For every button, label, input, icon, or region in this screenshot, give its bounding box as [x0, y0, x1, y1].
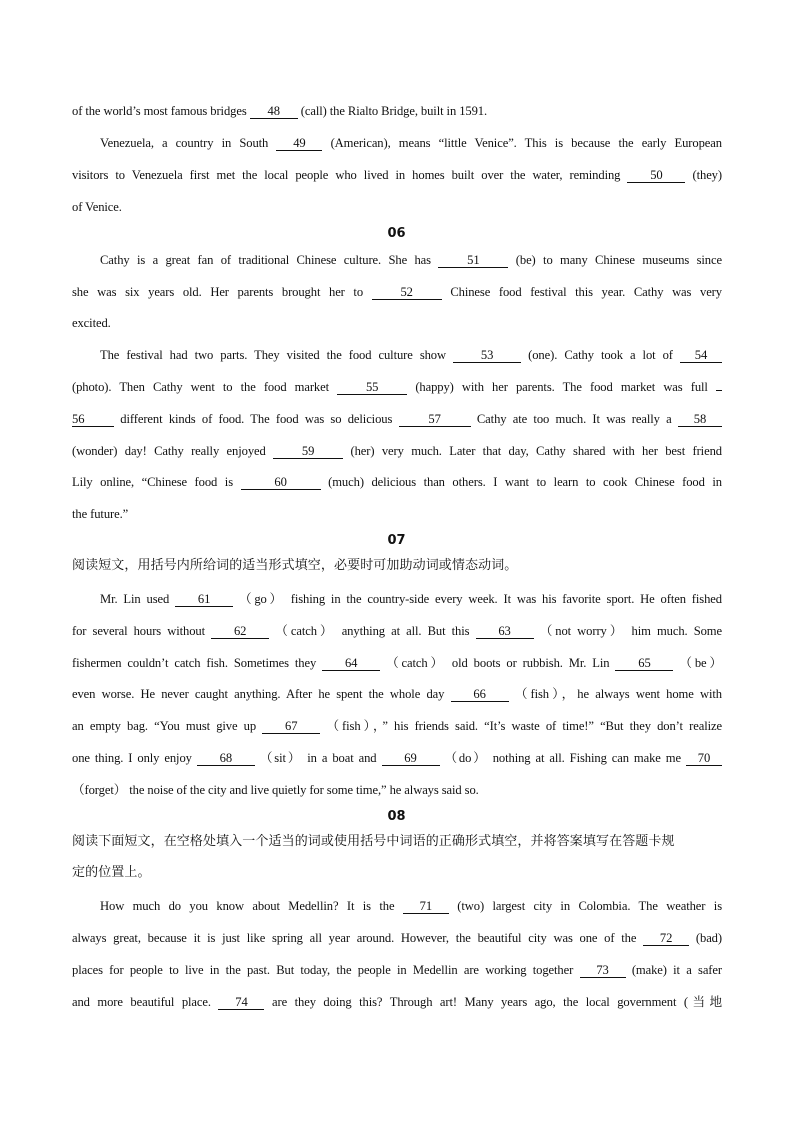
paragraph-line: even worse. He never caught anything. After he spent the whole day 66 （fish），he always went home with — [72, 687, 722, 701]
paragraph-line: The festival had two parts. They visited the food culture show 53 (one). Cathy took a lot of 54 — [100, 347, 722, 363]
blank-63[interactable]: 63 — [476, 625, 534, 639]
instruction-text: 定的位置上。 — [72, 865, 151, 880]
blank-64[interactable]: 64 — [322, 657, 380, 671]
paragraph-line: places for people to live in the past. But today, the people in Medellin are working together 73 (make) it a safer — [72, 963, 722, 977]
paragraph-line: Lily online, “Chinese food is 60 (much) delicious than others. I want to learn to cook Chinese food in — [72, 475, 722, 489]
blank-56-start[interactable] — [716, 390, 722, 391]
blank-62[interactable]: 62 — [211, 625, 269, 639]
blank-53[interactable]: 53 — [453, 349, 521, 363]
paragraph-line: Cathy is a great fan of traditional Chinese culture. She has 51 (be) to many Chinese museums since — [100, 253, 722, 267]
paragraph-line: （forget） the noise of the city and live quietly for some time,” he always said so. — [72, 783, 479, 797]
blank-60[interactable]: 60 — [241, 476, 321, 490]
section-heading-06: 06 — [387, 226, 406, 241]
paragraph-line: How much do you know about Medellin? It is the 71 (two) largest city in Colombia. The weather is — [100, 899, 722, 913]
paragraph-line: she was six years old. Her parents brought her to 52 Chinese food festival this year. Cathy was very — [72, 285, 722, 299]
blank-61[interactable]: 61 — [175, 593, 233, 607]
paragraph-line: 56 different kinds of food. The food was so delicious 57 Cathy ate too much. It was really a 58 — [72, 411, 722, 427]
paragraph-line: excited. — [72, 316, 111, 330]
section-heading-07: 07 — [387, 533, 406, 548]
paragraph-line: of Venice. — [72, 200, 122, 214]
paragraph-line: the future.” — [72, 507, 129, 521]
paragraph-line: and more beautiful place. 74 are they doing this? Through art! Many years ago, the local government (当地 — [72, 995, 722, 1009]
blank-57[interactable]: 57 — [399, 413, 471, 427]
blank-52[interactable]: 52 — [372, 286, 442, 300]
paragraph-line: always great, because it is just like spring all year around. However, the beautiful city was one of the 72 (bad) — [72, 931, 722, 945]
paragraph-line: Mr. Lin used 61 （go） fishing in the country-side every week. It was his favorite sport. He often fished — [100, 592, 722, 606]
blank-74[interactable]: 74 — [218, 996, 264, 1010]
blank-54[interactable]: 54 — [680, 349, 722, 363]
blank-48[interactable]: 48 — [250, 105, 298, 119]
blank-72[interactable]: 72 — [643, 932, 689, 946]
paragraph-line: an empty bag. “You must give up 67 （fish），” his friends said. “It’s waste of time!” “But they don’t realize — [72, 719, 722, 733]
blank-67[interactable]: 67 — [262, 720, 320, 734]
blank-51[interactable]: 51 — [438, 254, 508, 268]
blank-71[interactable]: 71 — [403, 900, 449, 914]
blank-68[interactable]: 68 — [197, 752, 255, 766]
blank-50[interactable]: 50 — [627, 169, 685, 183]
paragraph-line: Venezuela, a country in South 49 (American), means “little Venice”. This is because the early European — [100, 136, 722, 150]
paragraph-line: (wonder) day! Cathy really enjoyed 59 (her) very much. Later that day, Cathy shared with her best friend — [72, 444, 722, 458]
blank-66[interactable]: 66 — [451, 688, 509, 702]
paragraph-line: of the world’s most famous bridges 48 (call) the Rialto Bridge, built in 1591. — [72, 104, 488, 118]
blank-56[interactable]: 56 — [72, 413, 114, 427]
section-heading-08: 08 — [387, 809, 406, 824]
paragraph-line: for several hours without 62 （catch） anything at all. But this 63 （not worry） him much. Some — [72, 624, 722, 638]
paragraph-line: fishermen couldn’t catch fish. Sometimes they 64 （catch） old boots or rubbish. Mr. Lin 65 （be） — [72, 656, 722, 670]
blank-69[interactable]: 69 — [382, 752, 440, 766]
paragraph-line: visitors to Venezuela first met the local people who lived in homes built over the water, reminding 50 (they) — [72, 168, 722, 182]
blank-49[interactable]: 49 — [276, 137, 322, 151]
paragraph-line: one thing. I only enjoy 68 （sit） in a boat and 69 （do） nothing at all. Fishing can make me 70 — [72, 750, 722, 766]
blank-59[interactable]: 59 — [273, 445, 343, 459]
blank-65[interactable]: 65 — [615, 657, 673, 671]
instruction-text: 阅读短文，用括号内所给词的适当形式填空，必要时可加助动词或情态动词。 — [72, 558, 518, 573]
instruction-text: 阅读下面短文，在空格处填入一个适当的词或使用括号中词语的正确形式填空，并将答案填写在答题卡规 — [72, 834, 675, 849]
blank-73[interactable]: 73 — [580, 964, 626, 978]
paragraph-line: (photo). Then Cathy went to the food market 55 (happy) with her parents. The food market was full — [72, 379, 722, 395]
blank-70[interactable]: 70 — [686, 752, 722, 766]
blank-58[interactable]: 58 — [678, 413, 722, 427]
blank-55[interactable]: 55 — [337, 381, 407, 395]
